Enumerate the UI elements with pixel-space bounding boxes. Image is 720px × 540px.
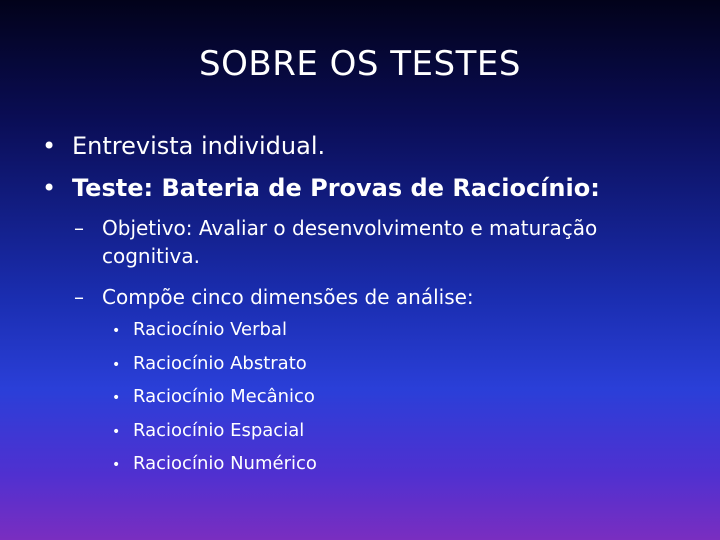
- sub-bullet-text: Objetivo: Avaliar o desenvolvimento e maturação: [102, 216, 598, 240]
- bullet-text: Entrevista individual.: [72, 132, 326, 160]
- sub-bullet-continuation: cognitiva.: [102, 244, 201, 268]
- dimension-item: [112, 415, 317, 449]
- dash-icon: –: [74, 216, 84, 240]
- dimension-text: Raciocínio Espacial: [133, 419, 305, 441]
- bullet-icon: •: [112, 423, 121, 440]
- dimension-item: [112, 448, 317, 482]
- bullet-icon: •: [112, 356, 121, 373]
- bullet-icon: •: [112, 457, 121, 473]
- dimension-item: [112, 348, 317, 382]
- dimension-text: Raciocínio Abstrato: [133, 352, 307, 374]
- dimension-text: Raciocínio Mecânico: [133, 386, 315, 407]
- bullet-icon: •: [112, 323, 121, 339]
- bullet-icon: •: [42, 132, 57, 160]
- sub-bullet-item: [74, 214, 694, 270]
- dimension-text: Raciocínio Numérico: [133, 453, 317, 474]
- slide-title: SOBRE OS TESTES: [199, 44, 521, 84]
- dash-icon: –: [74, 285, 84, 309]
- dimension-list: [112, 314, 317, 482]
- bullet-icon: •: [42, 174, 57, 202]
- dimension-item: [112, 381, 317, 415]
- sub-bullet-text: Compõe cinco dimensões de análise:: [102, 285, 474, 309]
- dimension-item: [112, 314, 317, 348]
- bullet-item: [42, 174, 600, 202]
- bullet-text: Teste: Bateria de Provas de Raciocínio:: [72, 174, 600, 202]
- sub-bullet-item: [74, 283, 694, 311]
- dimension-text: Raciocínio Verbal: [133, 319, 287, 340]
- bullet-icon: •: [112, 390, 121, 406]
- bullet-item: [42, 132, 325, 160]
